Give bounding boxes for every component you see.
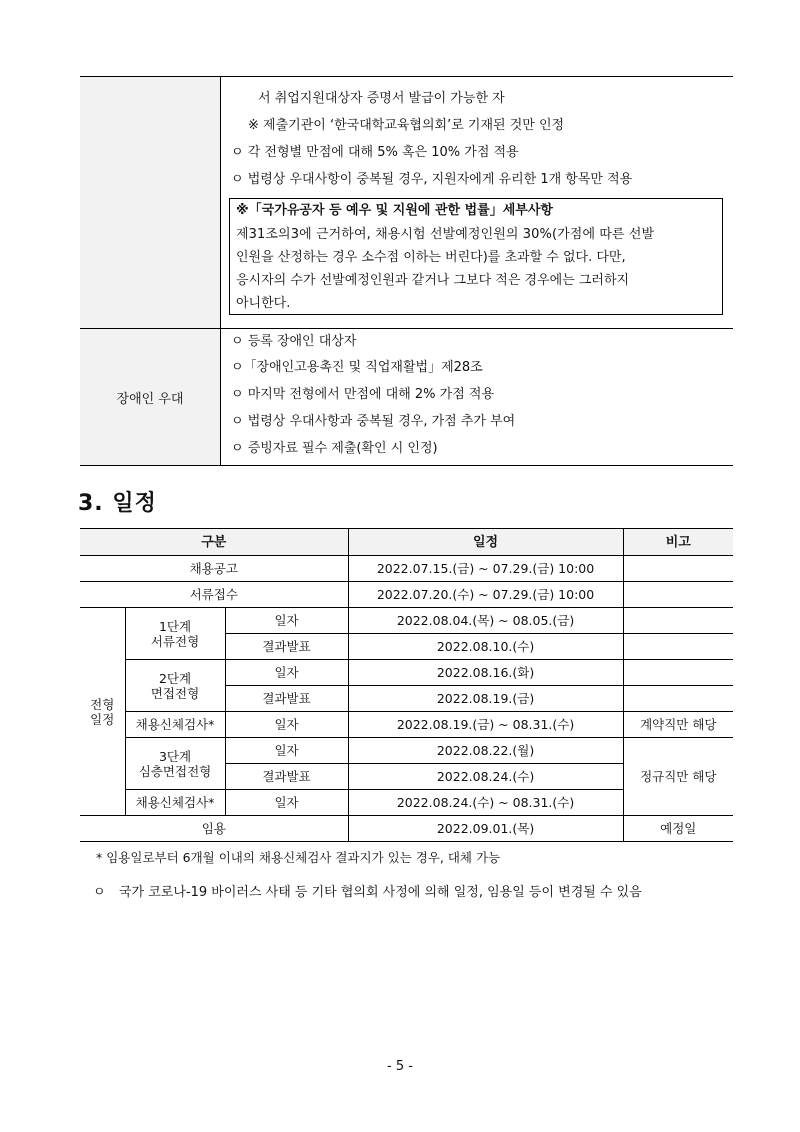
- sub-label: 결과발표: [225, 634, 348, 660]
- stage-label: 1단계 서류전형: [125, 608, 225, 660]
- page-number: - 5 -: [387, 1059, 413, 1074]
- table-row: [80, 556, 733, 582]
- header-remark: 비고: [623, 529, 733, 556]
- law-box-line: 제31조의3에 근거하여, 채용시험 선발예정인원의 30%(가점에 따른 선발: [236, 227, 655, 242]
- row-remark: [623, 608, 733, 634]
- row-date: 2022.08.04.(목) ~ 08.05.(금): [348, 608, 623, 634]
- schedule-note: [93, 880, 725, 906]
- row-remark: [623, 634, 733, 660]
- footnote: * 임용일로부터 6개월 이내의 채용신체검사 결과지가 있는 경우, 대체 가능: [96, 850, 501, 865]
- sub-label: 일자: [225, 738, 348, 764]
- table-row: [80, 816, 733, 842]
- row-remark: [623, 582, 733, 608]
- row-date: 2022.08.24.(수): [348, 764, 623, 790]
- row-date: 2022.08.24.(수) ~ 08.31.(수): [348, 790, 623, 816]
- row-remark: 계약직만 해당: [623, 712, 733, 738]
- stage-label: 2단계 면접전형: [125, 660, 225, 712]
- group-label: 전형 일정: [80, 608, 125, 816]
- header-category: 구분: [80, 529, 348, 556]
- sub-label: 일자: [225, 790, 348, 816]
- row-date: 2022.08.10.(수): [348, 634, 623, 660]
- bullet-icon: ㅇ: [93, 885, 106, 900]
- stage-label: 3단계 심층면접전형: [125, 738, 225, 790]
- row-date: 2022.07.15.(금) ~ 07.29.(금) 10:00: [348, 556, 623, 582]
- sub-label: 일자: [225, 608, 348, 634]
- text-line: 서 취업지원대상자 증명서 발급이 가능한 자: [258, 91, 505, 106]
- row-label: 서류접수: [80, 582, 348, 608]
- row-remark: 정규직만 해당: [623, 738, 733, 816]
- table-row: [80, 582, 733, 608]
- law-box-title: ※「국가유공자 등 예우 및 지원에 관한 법률」세부사항: [236, 203, 553, 218]
- disability-preference-label: 장애인 우대: [116, 391, 184, 407]
- bullet-line: ㅇ 각 전형별 만점에 대해 5% 혹은 10% 가점 적용: [231, 145, 519, 160]
- table-row: [80, 660, 733, 686]
- row-date: 2022.07.20.(수) ~ 07.29.(금) 10:00: [348, 582, 623, 608]
- text-line: ※ 제출기관이 ‘한국대학교육협의회’로 기재된 것만 인정: [248, 118, 565, 133]
- bullet-line: ㅇ 마지막 전형에서 만점에 대해 2% 가점 적용: [231, 387, 495, 402]
- row-remark: [623, 686, 733, 712]
- row-date: 2022.08.22.(월): [348, 738, 623, 764]
- sub-label: 일자: [225, 712, 348, 738]
- table-header-row: [80, 529, 733, 556]
- row-label: 임용: [80, 816, 348, 842]
- schedule-table: [80, 528, 733, 842]
- law-box-line: 아니한다.: [236, 296, 291, 311]
- bullet-line: ㅇ 법령상 우대사항이 중복될 경우, 지원자에게 유리한 1개 항목만 적용: [231, 172, 633, 187]
- table-row: [80, 608, 733, 634]
- sub-label: 일자: [225, 660, 348, 686]
- law-box-line: 인원을 산정하는 경우 소수점 이하는 버린다)를 초과할 수 없다. 다만,: [236, 250, 626, 265]
- table-label-cell: [80, 328, 221, 465]
- row-date: 2022.08.19.(금): [348, 686, 623, 712]
- table-label-cell-empty: [80, 77, 221, 328]
- row-remark: [623, 660, 733, 686]
- bullet-line: ㅇ「장애인고용촉진 및 직업재활법」제28조: [231, 360, 483, 375]
- header-date: 일정: [348, 529, 623, 556]
- row-date: 2022.09.01.(목): [348, 816, 623, 842]
- row-remark: [623, 556, 733, 582]
- row-remark: 예정일: [623, 816, 733, 842]
- table-row: [80, 712, 733, 738]
- law-box-line: 응시자의 수가 선발예정인원과 같거나 그보다 적은 경우에는 그러하지: [236, 273, 630, 288]
- stage-label: 채용신체검사*: [125, 712, 225, 738]
- note-text: 국가 코로나-19 바이러스 사태 등 기타 협의회 사정에 의해 일정, 임용일 등이 변경될 수 있음: [119, 885, 642, 900]
- bullet-line: ㅇ 등록 장애인 대상자: [231, 334, 357, 349]
- sub-label: 결과발표: [225, 764, 348, 790]
- row-date: 2022.08.16.(화): [348, 660, 623, 686]
- row-date: 2022.08.19.(금) ~ 08.31.(수): [348, 712, 623, 738]
- row-label: 채용공고: [80, 556, 348, 582]
- table-row: [80, 738, 733, 764]
- sub-label: 결과발표: [225, 686, 348, 712]
- bullet-line: ㅇ 증빙자료 필수 제출(확인 시 인정): [231, 441, 438, 456]
- section-title: 3. 일정: [78, 491, 157, 516]
- stage-label: 채용신체검사*: [125, 790, 225, 816]
- bullet-line: ㅇ 법령상 우대사항과 중복될 경우, 가점 추가 부여: [231, 414, 516, 429]
